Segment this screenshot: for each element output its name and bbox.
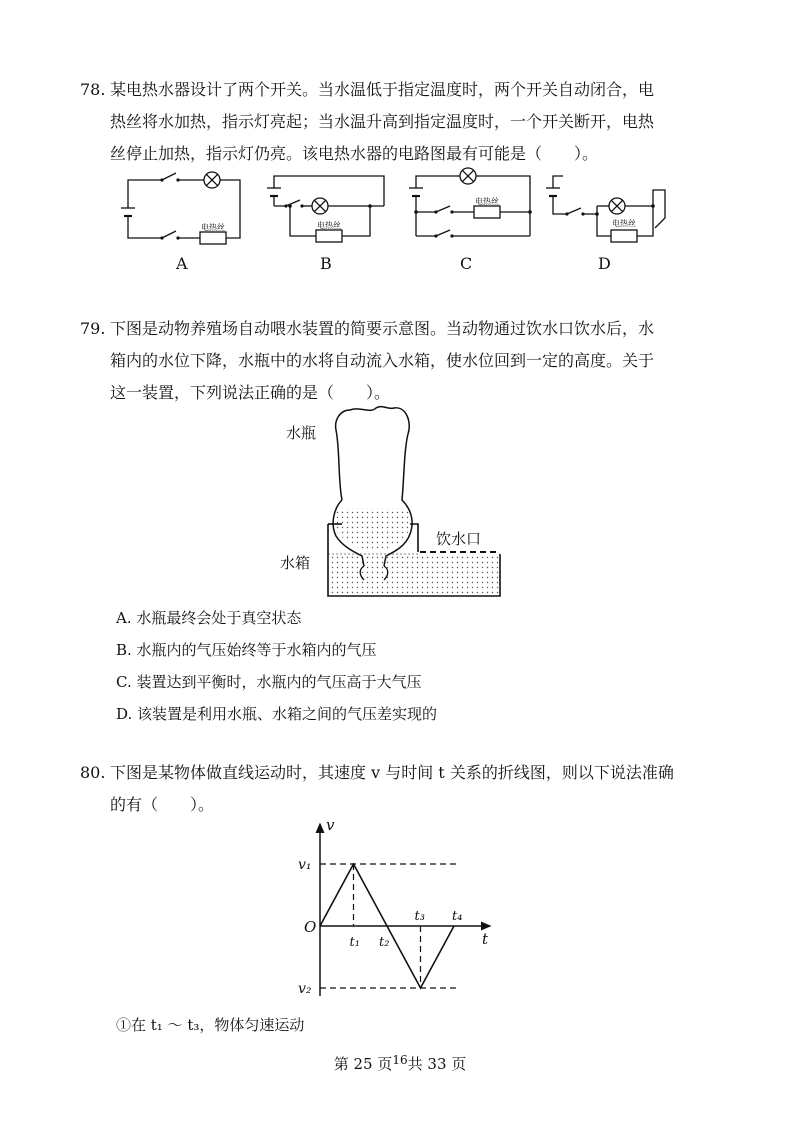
circuit-diagram-c <box>408 168 538 248</box>
x-tick-t4: t₄ <box>452 909 463 924</box>
question-text-line-2: 的有（ ）。 <box>110 795 215 814</box>
option-d-label: D <box>598 254 611 273</box>
bottle-label: 水瓶 <box>286 424 317 442</box>
x-axis-label: t <box>482 930 489 948</box>
option-c-label: C <box>460 254 473 273</box>
q80-statement-1: ①在 t₁ ～ t₃，物体匀速运动 <box>116 1016 305 1034</box>
question-number: 80. <box>80 763 106 782</box>
origin-label: O <box>304 918 317 936</box>
page-footer <box>0 1053 800 1074</box>
tank-label: 水箱 <box>280 554 311 572</box>
question-80 <box>80 757 720 821</box>
y-tick-v1: v₁ <box>298 857 312 873</box>
y-axis-label: v <box>326 816 335 834</box>
question-79 <box>80 313 720 409</box>
y-tick-v2: v₂ <box>298 981 312 997</box>
question-text-line-1: 某电热水器设计了两个开关。当水温低于指定温度时，两个开关自动闭合，电 <box>110 80 655 99</box>
circuit-diagram-a <box>120 168 250 248</box>
option-b-label: B <box>320 254 332 273</box>
q79-option-d[interactable]: D. 该装置是利用水瓶、水箱之间的气压差实现的 <box>116 705 438 723</box>
question-78 <box>80 74 720 170</box>
q79-option-a[interactable]: A. 水瓶最终会处于真空状态 <box>116 609 302 627</box>
x-tick-t3: t₃ <box>414 909 425 924</box>
question-number: 78. <box>80 80 106 99</box>
circuit-diagram-d <box>545 168 675 248</box>
option-a-label: A <box>176 254 188 273</box>
question-text-line-3: 丝停止加热，指示灯仍亮。该电热水器的电路图最有可能是（ ）。 <box>110 144 599 163</box>
question-text-line-2: 热丝将水加热，指示灯亮起；当水温升高到指定温度时，一个开关断开，电热 <box>110 112 655 131</box>
resistor-label: 电热丝 <box>317 221 341 230</box>
resistor-label: 电热丝 <box>201 223 225 232</box>
footer-suffix: 共 33 页 <box>407 1055 467 1073</box>
x-tick-t1: t₁ <box>349 935 360 950</box>
x-tick-t2: t₂ <box>379 935 390 950</box>
outlet-label: 饮水口 <box>436 530 482 548</box>
circuit-diagram-b <box>266 168 396 248</box>
question-text-line-1: 下图是某物体做直线运动时，其速度 v 与时间 t 关系的折线图，则以下说法准确 <box>110 763 674 782</box>
resistor-label: 电热丝 <box>612 219 636 228</box>
question-text-line-1: 下图是动物养殖场自动喂水装置的简要示意图。当动物通过饮水口饮水后，水 <box>110 319 655 338</box>
water-feeder-diagram <box>270 400 510 605</box>
footer-prefix: 第 25 页 <box>333 1055 393 1073</box>
velocity-time-chart <box>290 816 510 1006</box>
q79-option-c[interactable]: C. 装置达到平衡时，水瓶内的气压高于大气压 <box>116 673 422 691</box>
question-number: 79. <box>80 319 106 338</box>
q79-option-b[interactable]: B. 水瓶内的气压始终等于水箱内的气压 <box>116 641 377 659</box>
question-text-line-2: 箱内的水位下降，水瓶中的水将自动流入水箱，使水位回到一定的高度。关于 <box>110 351 655 370</box>
resistor-label: 电热丝 <box>475 197 499 206</box>
footer-page-number: 16 <box>392 1053 408 1067</box>
question-text-line-3: 这一装置，下列说法正确的是（ ）。 <box>110 383 391 402</box>
